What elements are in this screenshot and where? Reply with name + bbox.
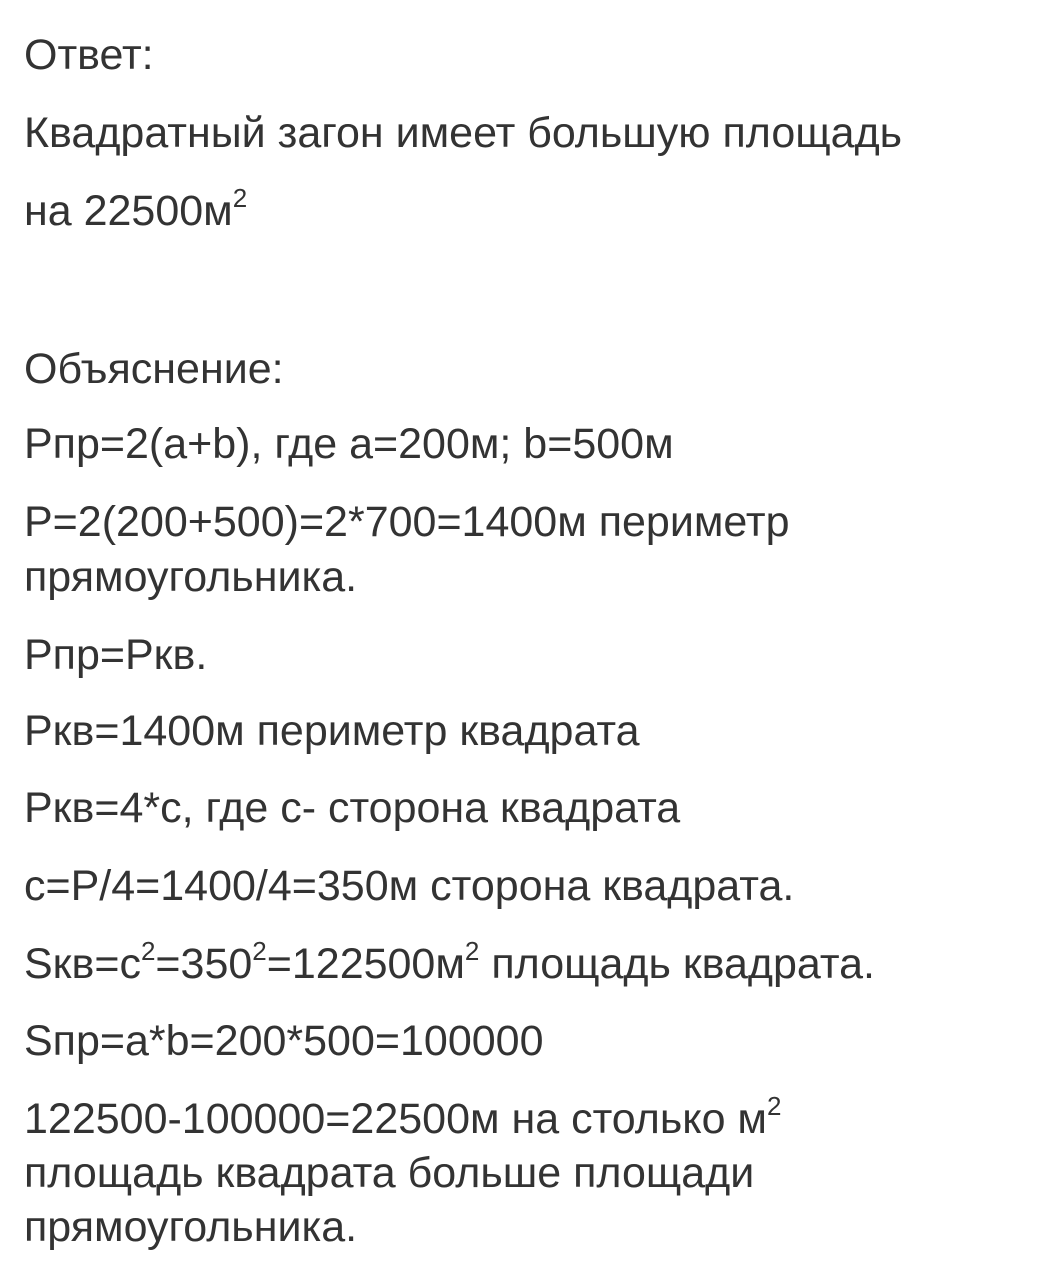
- formula-part-c: =122500м: [266, 940, 465, 988]
- answer-line-1: Квадратный загон имеет большую площадь: [24, 109, 903, 157]
- explanation-line-12: прямоугольника.: [24, 1203, 358, 1251]
- explanation-line-6: Pкв=4*c, где c- сторона квадрата: [24, 784, 681, 832]
- answer-line-2: [24, 183, 248, 236]
- answer-heading: Ответ:: [24, 31, 154, 79]
- explanation-line-11: площадь квадрата больше площади: [24, 1149, 755, 1197]
- explanation-line-1: Pпр=2(a+b), где a=200м; b=500м: [24, 420, 674, 468]
- superscript-2: 2: [140, 936, 156, 966]
- explanation-line-5: Pкв=1400м периметр квадрата: [24, 707, 640, 755]
- explanation-heading: Объяснение:: [24, 345, 284, 393]
- explanation-line-8: [24, 936, 875, 989]
- explanation-line-3: прямоугольника.: [24, 553, 358, 601]
- explanation-line-9: Sпр=a*b=200*500=100000: [24, 1017, 544, 1065]
- formula-part-b: =350: [155, 940, 253, 988]
- explanation-line-10: [24, 1091, 782, 1144]
- formula-part-a: Sкв=c: [24, 940, 141, 988]
- superscript-2: 2: [767, 1091, 782, 1121]
- explanation-line-7: c=P/4=1400/4=350м сторона квадрата.: [24, 862, 795, 910]
- formula-part-d: площадь квадрата.: [479, 940, 875, 988]
- answer-document: [24, 0, 1044, 1284]
- explanation-line-2: P=2(200+500)=2*700=1400м периметр: [24, 498, 790, 546]
- superscript-2: 2: [232, 183, 248, 213]
- answer-line-2-text: на 22500м: [24, 187, 233, 235]
- superscript-2: 2: [464, 936, 480, 966]
- explanation-line-4: Pпр=Pкв.: [24, 631, 208, 679]
- explanation-line-10-text: 122500-100000=22500м на столько м: [24, 1095, 767, 1143]
- superscript-2: 2: [252, 936, 267, 966]
